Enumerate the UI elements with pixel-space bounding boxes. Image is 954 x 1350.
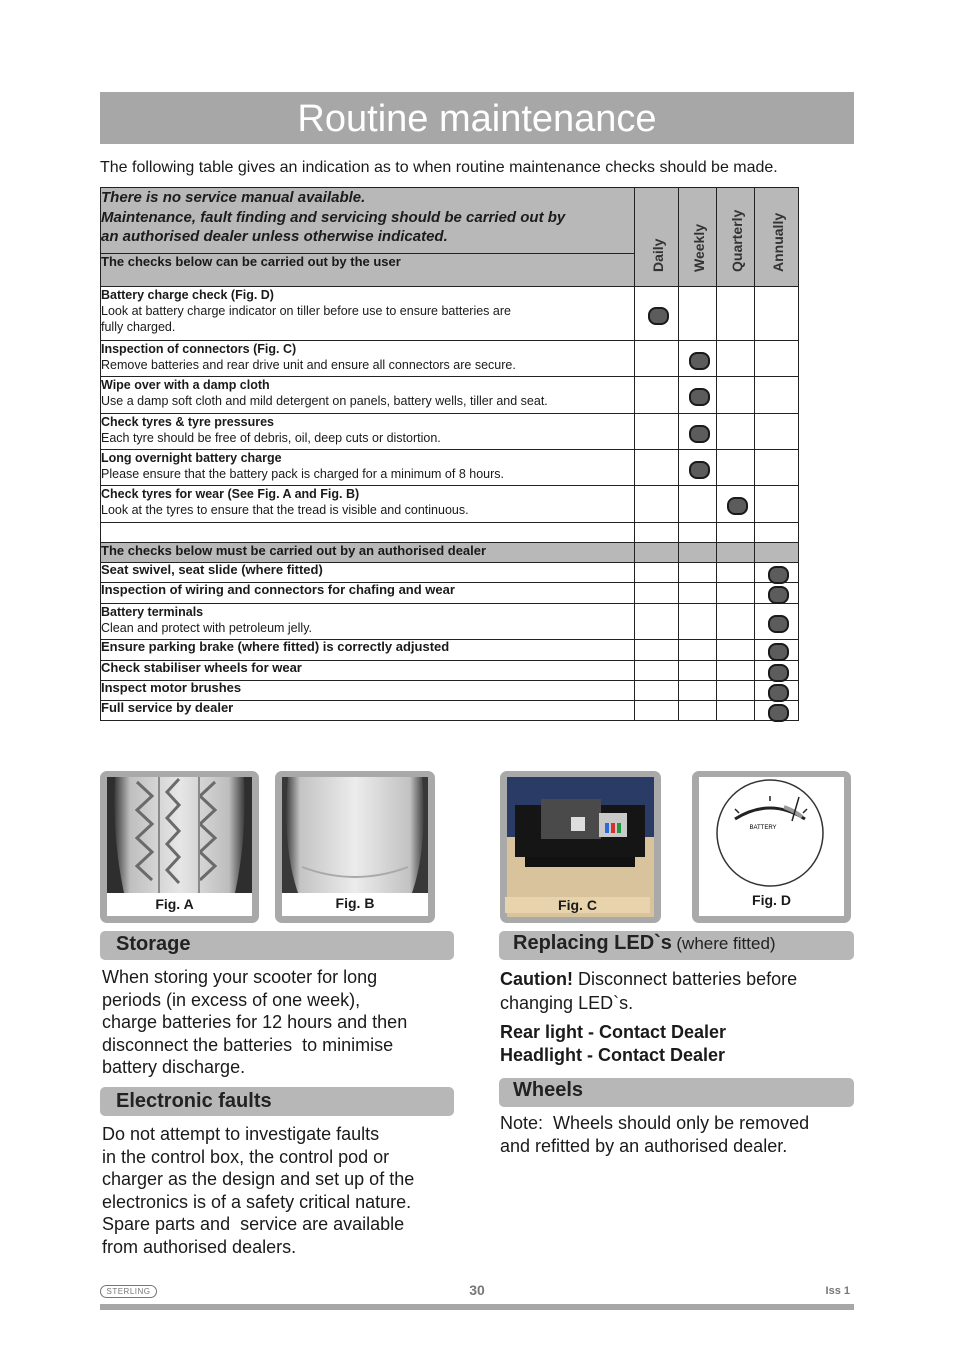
check-marker-icon	[768, 615, 789, 633]
table-row	[101, 486, 799, 523]
check-marker-icon	[689, 352, 710, 370]
check-detail: Look at battery charge indicator on tiller before use to ensure batteries are	[101, 304, 511, 318]
frequency-cell-annually	[755, 640, 799, 661]
frequency-cell-daily	[635, 414, 679, 450]
frequency-cell-annually	[755, 604, 799, 640]
frequency-cell-weekly	[679, 287, 717, 341]
frequency-cell-quarterly	[717, 414, 755, 450]
page-title: Routine maintenance	[297, 98, 657, 140]
table-row	[101, 701, 799, 721]
user-checks-header: The checks below can be carried out by the user	[101, 254, 635, 287]
storage-line: periods (in excess of one week),	[102, 989, 361, 1010]
brand-logo: STERLING	[100, 1285, 157, 1298]
check-description	[101, 604, 635, 640]
frequency-cell-quarterly	[717, 341, 755, 377]
frequency-cell-daily	[635, 640, 679, 661]
table-row	[101, 287, 799, 341]
check-marker-icon	[768, 684, 789, 702]
rear-light-note: Rear light - Contact Dealer	[500, 1022, 727, 1042]
note-line: There is no service manual available.	[101, 189, 366, 206]
frequency-cell-annually	[755, 563, 799, 583]
electronic-line: Spare parts and service are available	[102, 1214, 405, 1234]
check-marker-icon	[689, 388, 710, 406]
dealer-checks-header: The checks below must be carried out by an authorised dealer	[101, 543, 635, 563]
header-annually	[755, 188, 799, 287]
electronic-line: in the control box, the control pod or	[102, 1146, 390, 1167]
frequency-cell-quarterly	[717, 661, 755, 681]
table-row	[101, 661, 799, 681]
check-detail: Look at the tyres to ensure that the tread is visible and continuous.	[101, 503, 469, 517]
check-detail: Each tyre should be free of debris, oil, deep cuts or distortion.	[101, 431, 441, 445]
check-title: Wipe over with a damp cloth	[101, 378, 270, 392]
check-title: Seat swivel, seat slide (where fitted)	[101, 562, 323, 577]
frequency-cell-weekly	[679, 640, 717, 661]
check-marker-icon	[768, 566, 789, 584]
fig-a-label: Fig. A	[155, 896, 194, 912]
electronic-line: from authorised dealers.	[102, 1236, 297, 1257]
table-row	[101, 681, 799, 701]
check-marker-icon	[727, 497, 748, 515]
frequency-cell-weekly	[679, 414, 717, 450]
caution-label: Caution!	[500, 969, 573, 989]
check-title: Check stabiliser wheels for wear	[101, 660, 302, 675]
storage-line: When storing your scooter for long	[102, 967, 378, 987]
check-detail: Clean and protect with petroleum jelly.	[101, 621, 312, 635]
header-weekly	[679, 188, 717, 287]
headlight-note: Headlight - Contact Dealer	[500, 1045, 726, 1065]
leds-caution	[500, 967, 852, 1015]
check-description	[101, 377, 635, 414]
frequency-cell-weekly	[679, 377, 717, 414]
check-marker-icon	[689, 425, 710, 443]
fig-b-label: Fig. B	[335, 895, 375, 911]
caution-text: changing LED`s.	[500, 993, 634, 1013]
daily-label: Daily	[649, 238, 666, 272]
frequency-cell-daily	[635, 681, 679, 701]
frequency-cell-quarterly	[717, 583, 755, 604]
table-row	[101, 640, 799, 661]
check-description	[101, 640, 635, 661]
frequency-cell-annually	[755, 701, 799, 721]
leds-heading-text: Replacing LED`s	[513, 932, 672, 954]
battery-gauge-image	[699, 777, 844, 887]
frequency-cell-quarterly	[717, 450, 755, 486]
header-quarterly	[717, 188, 755, 287]
frequency-cell-daily	[635, 583, 679, 604]
battery-gauge-label: BATTERY	[749, 825, 777, 831]
check-description	[101, 287, 635, 341]
leds-heading	[513, 932, 776, 955]
fig-a-frame	[100, 771, 259, 923]
fig-d-frame	[692, 771, 851, 923]
frequency-cell-weekly	[679, 701, 717, 721]
table-row	[101, 414, 799, 450]
check-description	[101, 681, 635, 701]
check-title: Check tyres for wear (See Fig. A and Fig. B)	[101, 487, 360, 501]
frequency-cell-quarterly	[717, 701, 755, 721]
check-marker-icon	[768, 586, 789, 604]
check-marker-icon	[768, 664, 789, 682]
check-title: Ensure parking brake (where fitted) is correctly adjusted	[101, 639, 450, 654]
intro-text: The following table gives an indication as to when routine maintenance checks should be made.	[100, 159, 778, 176]
frequency-cell-weekly	[679, 604, 717, 640]
check-title: Full service by dealer	[101, 700, 234, 715]
frequency-cell-quarterly	[717, 287, 755, 341]
check-title: Check tyres & tyre pressures	[101, 415, 275, 429]
footer-rule	[100, 1304, 854, 1310]
note-line: an authorised dealer unless otherwise indicated.	[101, 228, 448, 245]
leds-heading-suffix: (where fitted)	[676, 934, 776, 953]
table-row	[101, 377, 799, 414]
check-title: Inspection of wiring and connectors for chafing and wear	[101, 582, 455, 597]
note-line: Maintenance, fault finding and servicing should be carried out by	[101, 208, 566, 226]
quarterly-label: Quarterly	[728, 209, 745, 272]
weekly-label: Weekly	[690, 224, 707, 272]
frequency-cell-daily	[635, 604, 679, 640]
issue-number: Iss 1	[825, 1285, 850, 1297]
check-marker-icon	[768, 704, 789, 722]
check-description	[101, 583, 635, 604]
storage-line: disconnect the batteries to minimise	[102, 1034, 394, 1055]
storage-line: battery discharge.	[102, 1057, 246, 1077]
check-description	[101, 450, 635, 486]
frequency-cell-daily	[635, 287, 679, 341]
check-marker-icon	[768, 643, 789, 661]
maintenance-table	[100, 187, 799, 721]
frequency-cell-weekly	[679, 681, 717, 701]
dealer-checks-header-row	[101, 543, 799, 563]
frequency-cell-annually	[755, 287, 799, 341]
frequency-cell-annually	[755, 681, 799, 701]
frequency-cell-annually	[755, 450, 799, 486]
check-detail: Please ensure that the battery pack is charged for a minimum of 8 hours.	[101, 467, 504, 481]
frequency-cell-weekly	[679, 583, 717, 604]
connectors-photo	[507, 777, 654, 917]
frequency-cell-daily	[635, 450, 679, 486]
header-daily	[635, 188, 679, 287]
wheels-text	[500, 1112, 852, 1157]
check-title: Inspect motor brushes	[101, 680, 242, 695]
table-row	[101, 604, 799, 640]
frequency-cell-annually	[755, 414, 799, 450]
check-description	[101, 701, 635, 721]
frequency-cell-daily	[635, 563, 679, 583]
check-title: Inspection of connectors (Fig. C)	[101, 342, 297, 356]
frequency-cell-quarterly	[717, 681, 755, 701]
electronic-line: electronics is of a safety critical nature.	[102, 1191, 412, 1212]
frequency-cell-weekly	[679, 341, 717, 377]
fig-b-frame	[275, 771, 435, 923]
frequency-cell-weekly	[679, 450, 717, 486]
storage-text	[102, 966, 452, 1079]
check-title: Long overnight battery charge	[101, 451, 282, 465]
frequency-cell-weekly	[679, 563, 717, 583]
check-description	[101, 486, 635, 523]
frequency-cell-quarterly	[717, 377, 755, 414]
annually-label: Annually	[769, 212, 786, 272]
frequency-cell-quarterly	[717, 563, 755, 583]
table-row	[101, 583, 799, 604]
storage-line: charge batteries for 12 hours and then	[102, 1012, 408, 1032]
wheels-heading: Wheels	[513, 1079, 584, 1101]
frequency-cell-weekly	[679, 661, 717, 681]
fig-c-label: Fig. C	[505, 897, 650, 913]
wheels-line: and refitted by an authorised dealer.	[500, 1135, 788, 1156]
frequency-cell-daily	[635, 661, 679, 681]
check-marker-icon	[689, 461, 710, 479]
tyre-tread-image	[107, 777, 252, 893]
check-description	[101, 661, 635, 681]
frequency-cell-daily	[635, 701, 679, 721]
frequency-cell-daily	[635, 377, 679, 414]
frequency-cell-annually	[755, 583, 799, 604]
check-detail: Use a damp soft cloth and mild detergent on panels, battery wells, tiller and seat.	[101, 394, 548, 408]
table-row	[101, 450, 799, 486]
check-title: Battery charge check (Fig. D)	[101, 288, 274, 302]
check-title: Battery terminals	[101, 605, 204, 619]
check-detail: fully charged.	[101, 320, 176, 334]
storage-heading: Storage	[116, 933, 191, 955]
caution-text: Disconnect batteries before	[578, 969, 798, 989]
frequency-cell-quarterly	[717, 486, 755, 523]
frequency-cell-daily	[635, 486, 679, 523]
check-description	[101, 414, 635, 450]
frequency-cell-annually	[755, 486, 799, 523]
check-description	[101, 341, 635, 377]
table-row	[101, 563, 799, 583]
frequency-cell-annually	[755, 341, 799, 377]
frequency-cell-quarterly	[717, 604, 755, 640]
frequency-cell-daily	[635, 341, 679, 377]
frequency-cell-annually	[755, 377, 799, 414]
check-marker-icon	[648, 307, 669, 325]
electronic-line: Do not attempt to investigate faults	[102, 1124, 380, 1144]
spacer-row	[101, 523, 799, 543]
electronic-text	[102, 1123, 452, 1258]
electronic-line: charger as the design and set up of the	[102, 1169, 415, 1189]
electronic-heading: Electronic faults	[116, 1090, 272, 1112]
fig-d-label: Fig. D	[752, 892, 791, 908]
check-detail: Remove batteries and rear drive unit and ensure all connectors are secure.	[101, 358, 516, 372]
frequency-cell-weekly	[679, 486, 717, 523]
check-description	[101, 563, 635, 583]
page-number: 30	[469, 1282, 485, 1298]
wheels-line: Note: Wheels should only be removed	[500, 1113, 810, 1133]
service-note	[101, 188, 635, 254]
table-row	[101, 341, 799, 377]
worn-tyre-image	[282, 777, 428, 893]
frequency-cell-quarterly	[717, 640, 755, 661]
frequency-cell-annually	[755, 661, 799, 681]
fig-c-frame	[500, 771, 661, 923]
